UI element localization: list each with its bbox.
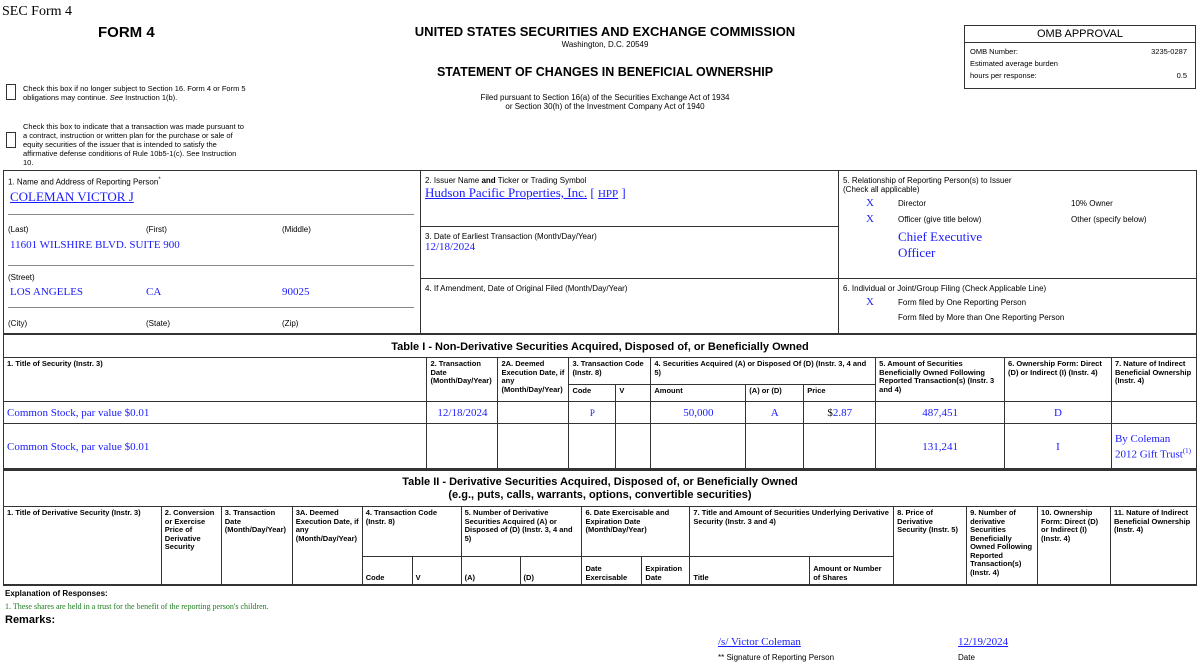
t1-h2a: 2A. Deemed Execution Date, if any (Month/Day/Year) bbox=[498, 358, 569, 402]
table2-title bbox=[3, 476, 1197, 502]
amount: 50,000 bbox=[651, 402, 746, 424]
t1-sub-v: V bbox=[616, 385, 651, 402]
checkbox2-line1: Check this box to indicate that a transaction was made pursuant to bbox=[23, 122, 244, 131]
section4-box bbox=[420, 278, 839, 334]
t2-h7: 7. Title and Amount of Securities Underlying Derivative Security (Instr. 3 and 4) bbox=[690, 507, 894, 557]
t2-sub-expiration: Expiration Date bbox=[642, 557, 690, 585]
first-label: (First) bbox=[146, 225, 167, 234]
remarks-label: Remarks: bbox=[5, 614, 56, 626]
price-value: 2.87 bbox=[832, 406, 853, 419]
zip-value: 90025 bbox=[282, 286, 310, 298]
t2-sub-d: (D) bbox=[520, 557, 582, 585]
t2-h10: 10. Ownership Form: Direct (D) or Indirect (I) (Instr. 4) bbox=[1038, 507, 1111, 585]
t2-sub-amount: Amount or Number of Shares bbox=[810, 557, 894, 585]
v-flag bbox=[616, 402, 651, 424]
security-title: Common Stock, par value $0.01 bbox=[4, 402, 427, 424]
omb-approval-box bbox=[964, 25, 1196, 89]
explanation-label: Explanation of Responses: bbox=[5, 589, 108, 598]
section3-label: 3. Date of Earliest Transaction (Month/Day/Year) bbox=[425, 232, 597, 241]
footnote-1: 1. These shares are held in a trust for the benefit of the reporting person's children. bbox=[5, 602, 269, 611]
table2 bbox=[3, 506, 1197, 585]
officer-title bbox=[898, 229, 982, 261]
issuer-line bbox=[425, 185, 626, 201]
footnote-ref: (1) bbox=[1182, 447, 1191, 456]
section3-box bbox=[420, 226, 839, 279]
t2-h2: 2. Conversion or Exercise Price of Derivative Security bbox=[161, 507, 221, 585]
divider bbox=[8, 265, 414, 266]
t1-h4: 4. Securities Acquired (A) or Disposed Of (D) (Instr. 3, 4 and 5) bbox=[651, 358, 876, 385]
middle-label: (Middle) bbox=[282, 225, 311, 234]
officer-title-line1: Chief Executive bbox=[898, 229, 983, 244]
owned-following: 487,451 bbox=[876, 402, 1005, 424]
section6-label: 6. Individual or Joint/Group Filing (Check Applicable Line) bbox=[843, 284, 1047, 293]
t2-h6: 6. Date Exercisable and Expiration Date (Month/Day/Year) bbox=[582, 507, 690, 557]
t2-h3a: 3A. Deemed Execution Date, if any (Month/Day/Year) bbox=[292, 507, 362, 585]
state-value: CA bbox=[146, 286, 162, 298]
officer-label: Officer (give title below) bbox=[898, 215, 982, 224]
omb-title: OMB APPROVAL bbox=[965, 26, 1195, 43]
checkbox2-line3: equity securities of the issuer that is intended to satisfy the bbox=[23, 140, 217, 149]
section4-label: 4. If Amendment, Date of Original Filed (Month/Day/Year) bbox=[425, 284, 628, 293]
officer-mark: X bbox=[866, 213, 874, 225]
ticker-bracket-open: [ bbox=[590, 185, 595, 200]
one-person-label: Form filed by One Reporting Person bbox=[898, 298, 1027, 307]
t2-sub-title: Title bbox=[690, 557, 810, 585]
t1-h7: 7. Nature of Indirect Beneficial Ownership (Instr. 4) bbox=[1111, 358, 1196, 402]
omb-number: 3235-0287 bbox=[1151, 47, 1187, 56]
zip-label: (Zip) bbox=[282, 319, 299, 328]
t1-h6: 6. Ownership Form: Direct (D) or Indirect (I) (Instr. 4) bbox=[1005, 358, 1112, 402]
checkbox1-see: See bbox=[109, 93, 124, 102]
omb-hours: 0.5 bbox=[1176, 71, 1187, 80]
signature-label: ** Signature of Reporting Person bbox=[718, 653, 835, 662]
deemed-date bbox=[498, 402, 569, 424]
filed-line-1: Filed pursuant to Section 16(a) of the Securities Exchange Act of 1934 bbox=[480, 93, 730, 102]
t2-sub-exercisable: Date Exercisable bbox=[582, 557, 642, 585]
acquired-or-disposed bbox=[746, 424, 804, 471]
amount bbox=[651, 424, 746, 471]
transaction-date: 12/18/2024 bbox=[427, 402, 498, 424]
omb-hours-label: hours per response: bbox=[970, 71, 1037, 80]
t1-h2: 2. Transaction Date (Month/Day/Year) bbox=[427, 358, 498, 402]
checkbox1-line2: obligations may continue. bbox=[23, 93, 110, 102]
city-label: (City) bbox=[8, 319, 28, 328]
t2-h3: 3. Transaction Date (Month/Day/Year) bbox=[221, 507, 292, 585]
t2-h5: 5. Number of Derivative Securities Acquired (A) or Disposed of (D) (Instr. 3, 4 and 5) bbox=[461, 507, 582, 557]
divider bbox=[8, 307, 414, 308]
table1-title: Table I - Non-Derivative Securities Acquired, Disposed of, or Beneficially Owned bbox=[391, 341, 809, 353]
t2-sub-code: Code bbox=[362, 557, 412, 585]
filed-line-2: or Section 30(h) of the Investment Company Act of 1940 bbox=[505, 102, 705, 111]
transaction-code bbox=[569, 402, 616, 424]
other-label: Other (specify below) bbox=[1071, 215, 1147, 224]
one-person-mark: X bbox=[866, 296, 874, 308]
ticker-bracket-close: ] bbox=[621, 185, 626, 200]
checkbox2-line5: 10. bbox=[23, 158, 34, 167]
table2-title-line1: Table II - Derivative Securities Acquired, Disposed of, or Beneficially Owned bbox=[402, 476, 798, 488]
officer-title-line2: Officer bbox=[898, 245, 936, 260]
signature-date-link[interactable]: 12/19/2024 bbox=[958, 636, 1009, 648]
checkbox1-instruction: Instruction 1(b). bbox=[123, 93, 178, 102]
earliest-transaction-date: 12/18/2024 bbox=[425, 241, 476, 253]
nature-of-ownership bbox=[1111, 424, 1196, 471]
section5-box bbox=[838, 170, 1197, 279]
transaction-date bbox=[427, 424, 498, 471]
agency-header bbox=[380, 24, 830, 111]
owned-following: 131,241 bbox=[876, 424, 1005, 471]
state-label: (State) bbox=[146, 319, 171, 328]
code-link[interactable]: P bbox=[589, 407, 595, 418]
checkbox1-text bbox=[23, 84, 263, 102]
ownership-form: I bbox=[1005, 424, 1112, 471]
sec-form-label: SEC Form 4 bbox=[2, 4, 73, 19]
checkbox1-line1: Check this box if no longer subject to Section 16. Form 4 or Form 5 bbox=[23, 84, 246, 93]
table1 bbox=[3, 357, 1197, 471]
section2-label-c: Ticker or Trading Symbol bbox=[495, 176, 587, 185]
street-address: 11601 WILSHIRE BLVD. SUITE 900 bbox=[10, 239, 180, 251]
city-value: LOS ANGELES bbox=[10, 286, 84, 298]
transaction-code bbox=[569, 424, 616, 471]
security-title: Common Stock, par value $0.01 bbox=[4, 424, 427, 471]
t2-h4: 4. Transaction Code (Instr. 8) bbox=[362, 507, 461, 557]
table-row bbox=[4, 424, 1197, 471]
street-label: (Street) bbox=[8, 273, 35, 282]
t2-sub-a: (A) bbox=[461, 557, 520, 585]
section5-label1: 5. Relationship of Reporting Person(s) to Issuer bbox=[843, 176, 1012, 185]
table-row bbox=[4, 402, 1197, 424]
ownership-form: D bbox=[1005, 402, 1112, 424]
deemed-date bbox=[498, 424, 569, 471]
signature-date-label: Date bbox=[958, 653, 975, 662]
agency-location: Washington, D.C. 20549 bbox=[561, 40, 649, 49]
v-flag bbox=[616, 424, 651, 471]
more-persons-label: Form filed by More than One Reporting Person bbox=[898, 313, 1065, 322]
price-symbol: $ bbox=[827, 406, 833, 419]
divider bbox=[8, 214, 414, 215]
table2-title-line2: (e.g., puts, calls, warrants, options, convertible securities) bbox=[448, 489, 752, 501]
section2-label bbox=[425, 176, 586, 185]
t2-h1: 1. Title of Derivative Security (Instr. 3) bbox=[4, 507, 162, 585]
checkbox2-text bbox=[23, 122, 263, 167]
t2-h9: 9. Number of derivative Securities Beneficially Owned Following Reported Transaction(s) (Instr. 4) bbox=[967, 507, 1038, 585]
section2-label-and: and bbox=[481, 176, 496, 185]
t1-sub-price: Price bbox=[804, 385, 876, 402]
section2-label-a: 2. Issuer Name bbox=[425, 176, 482, 185]
t2-sub-v: V bbox=[412, 557, 461, 585]
checkbox2-line4: affirmative defense conditions of Rule 10b5-1(c). See Instruction bbox=[23, 149, 237, 158]
reporting-person-link[interactable]: COLEMAN VICTOR J bbox=[10, 189, 134, 204]
t1-h1: 1. Title of Security (Instr. 3) bbox=[4, 358, 427, 402]
rule-10b5-checkbox[interactable] bbox=[6, 132, 16, 148]
omb-number-label: OMB Number: bbox=[970, 47, 1018, 56]
section16-checkbox[interactable] bbox=[6, 84, 16, 100]
section1-box bbox=[3, 170, 421, 334]
form-title: FORM 4 bbox=[98, 24, 155, 41]
ten-pct-owner-label: 10% Owner bbox=[1071, 199, 1113, 208]
director-mark: X bbox=[866, 197, 874, 209]
t1-sub-aord: (A) or (D) bbox=[746, 385, 804, 402]
omb-burden-label: Estimated average burden bbox=[970, 59, 1058, 68]
section1-label-text: 1. Name and Address of Reporting Person bbox=[8, 177, 159, 187]
checkbox2-line2: a contract, instruction or written plan for the purchase or sale of bbox=[23, 131, 233, 140]
nature-of-ownership bbox=[1111, 402, 1196, 424]
director-label: Director bbox=[898, 199, 927, 208]
t2-h8: 8. Price of Derivative Security (Instr. 5) bbox=[894, 507, 967, 585]
section5-label2: (Check all applicable) bbox=[843, 185, 920, 194]
price bbox=[804, 402, 876, 424]
t2-h11: 11. Nature of Indirect Beneficial Ownership (Instr. 4) bbox=[1110, 507, 1196, 585]
issuer-link[interactable]: Hudson Pacific Properties, Inc. bbox=[425, 185, 588, 200]
signature-link[interactable]: /s/ Victor Coleman bbox=[718, 636, 801, 648]
t1-sub-amount: Amount bbox=[651, 385, 746, 402]
section2-box bbox=[420, 170, 839, 227]
t1-h5: 5. Amount of Securities Beneficially Owned Following Reported Transaction(s) (Instr. 3 and 4) bbox=[876, 358, 1005, 402]
acquired-or-disposed: A bbox=[746, 402, 804, 424]
section6-box bbox=[838, 278, 1197, 334]
agency-name: UNITED STATES SECURITIES AND EXCHANGE COMMISSION bbox=[414, 24, 796, 39]
t1-sub-code: Code bbox=[569, 385, 616, 402]
price bbox=[804, 424, 876, 471]
nature-text: By Coleman 2012 Gift Trust bbox=[1114, 433, 1183, 461]
ticker-link[interactable]: HPP bbox=[597, 188, 619, 200]
t1-h3: 3. Transaction Code (Instr. 8) bbox=[569, 358, 651, 385]
last-label: (Last) bbox=[8, 225, 29, 234]
section1-asterisk: * bbox=[158, 177, 161, 183]
section1-label bbox=[8, 176, 161, 187]
statement-title: STATEMENT OF CHANGES IN BENEFICIAL OWNERSHIP bbox=[436, 65, 774, 79]
